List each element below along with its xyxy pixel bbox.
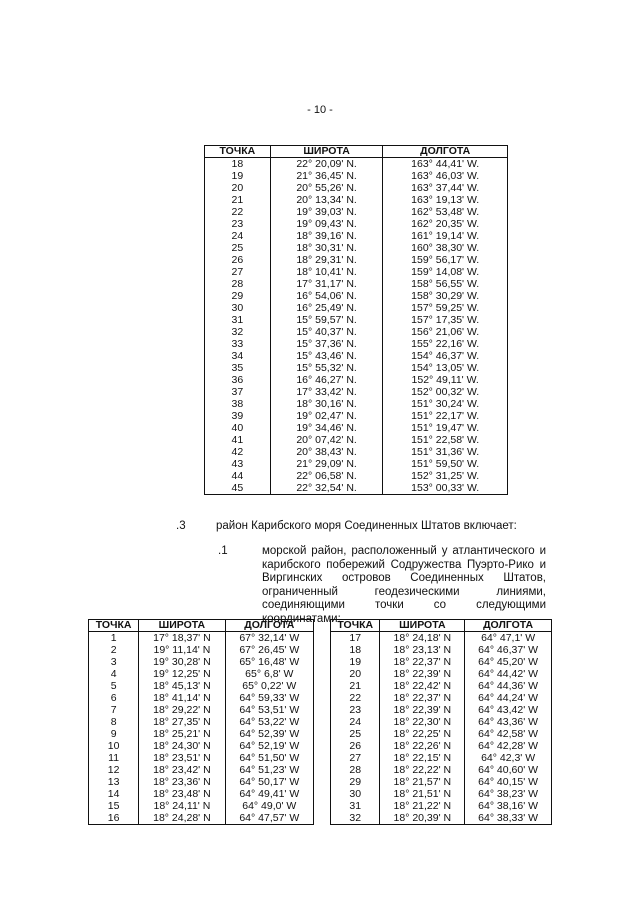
cell-point: 28 bbox=[331, 764, 380, 776]
cell-longitude: 64° 47,57' W bbox=[225, 812, 313, 825]
cell-point: 40 bbox=[205, 422, 271, 434]
cell-longitude: 163° 37,44' W. bbox=[383, 182, 508, 194]
cell-longitude: 151° 19,47' W. bbox=[383, 422, 508, 434]
cell-point: 29 bbox=[331, 776, 380, 788]
cell-longitude: 64° 53,51' W bbox=[225, 704, 313, 716]
cell-longitude: 159° 56,17' W. bbox=[383, 254, 508, 266]
cell-point: 30 bbox=[331, 788, 380, 800]
table-row bbox=[205, 230, 508, 242]
cell-latitude: 19° 09,43' N. bbox=[270, 218, 383, 230]
table-row bbox=[205, 242, 508, 254]
coordinates-table-right bbox=[330, 619, 552, 825]
cell-longitude: 156° 21,06' W. bbox=[383, 326, 508, 338]
table-row bbox=[331, 656, 552, 668]
cell-point: 13 bbox=[89, 776, 139, 788]
cell-point: 6 bbox=[89, 692, 139, 704]
cell-latitude: 18° 10,41' N. bbox=[270, 266, 383, 278]
cell-longitude: 151° 30,24' W. bbox=[383, 398, 508, 410]
table-row bbox=[205, 470, 508, 482]
cell-latitude: 18° 24,28' N bbox=[139, 812, 225, 825]
table-row bbox=[89, 716, 314, 728]
coordinates-table-main bbox=[204, 145, 508, 495]
cell-latitude: 18° 23,36' N bbox=[139, 776, 225, 788]
table-row bbox=[205, 158, 508, 171]
table-row bbox=[331, 644, 552, 656]
cell-longitude: 64° 52,19' W bbox=[225, 740, 313, 752]
cell-latitude: 18° 24,18' N bbox=[380, 632, 465, 645]
table-row bbox=[205, 170, 508, 182]
table-row bbox=[205, 338, 508, 350]
cell-longitude: 159° 14,08' W. bbox=[383, 266, 508, 278]
cell-point: 4 bbox=[89, 668, 139, 680]
cell-latitude: 15° 37,36' N. bbox=[270, 338, 383, 350]
cell-point: 17 bbox=[331, 632, 380, 645]
cell-point: 19 bbox=[205, 170, 271, 182]
cell-longitude: 157° 59,25' W. bbox=[383, 302, 508, 314]
table-row bbox=[331, 704, 552, 716]
cell-longitude: 67° 26,45' W bbox=[225, 644, 313, 656]
section-text: район Карибского моря Соединенных Штатов включает: bbox=[216, 520, 517, 532]
cell-latitude: 18° 27,35' N bbox=[139, 716, 225, 728]
cell-latitude: 18° 45,13' N bbox=[139, 680, 225, 692]
cell-latitude: 15° 43,46' N. bbox=[270, 350, 383, 362]
cell-point: 2 bbox=[89, 644, 139, 656]
table-row bbox=[89, 692, 314, 704]
table-row bbox=[89, 644, 314, 656]
cell-latitude: 21° 36,45' N. bbox=[270, 170, 383, 182]
cell-latitude: 18° 22,25' N bbox=[380, 728, 465, 740]
cell-latitude: 18° 41,14' N bbox=[139, 692, 225, 704]
cell-point: 36 bbox=[205, 374, 271, 386]
cell-point: 27 bbox=[205, 266, 271, 278]
cell-longitude: 64° 42,58' W bbox=[465, 728, 552, 740]
table-row bbox=[205, 386, 508, 398]
table-row bbox=[89, 668, 314, 680]
cell-point: 18 bbox=[205, 158, 271, 171]
cell-longitude: 158° 56,55' W. bbox=[383, 278, 508, 290]
cell-longitude: 64° 47,1' W bbox=[465, 632, 552, 645]
cell-latitude: 18° 21,22' N bbox=[380, 800, 465, 812]
table-row bbox=[205, 398, 508, 410]
cell-point: 15 bbox=[89, 800, 139, 812]
cell-latitude: 18° 23,13' N bbox=[380, 644, 465, 656]
cell-latitude: 17° 33,42' N. bbox=[270, 386, 383, 398]
cell-point: 29 bbox=[205, 290, 271, 302]
cell-longitude: 152° 49,11' W. bbox=[383, 374, 508, 386]
cell-latitude: 18° 22,15' N bbox=[380, 752, 465, 764]
cell-longitude: 153° 00,33' W. bbox=[383, 482, 508, 495]
cell-longitude: 64° 44,24' W bbox=[465, 692, 552, 704]
table-row bbox=[331, 668, 552, 680]
table-row bbox=[89, 680, 314, 692]
table-row bbox=[331, 692, 552, 704]
cell-longitude: 163° 46,03' W. bbox=[383, 170, 508, 182]
cell-latitude: 15° 40,37' N. bbox=[270, 326, 383, 338]
cell-longitude: 151° 59,50' W. bbox=[383, 458, 508, 470]
cell-latitude: 20° 13,34' N. bbox=[270, 194, 383, 206]
cell-latitude: 18° 23,42' N bbox=[139, 764, 225, 776]
cell-longitude: 64° 46,37' W bbox=[465, 644, 552, 656]
header-latitude: ШИРОТА bbox=[139, 620, 225, 632]
cell-point: 23 bbox=[331, 704, 380, 716]
subsection-number: .1 bbox=[218, 545, 228, 557]
table-row bbox=[205, 446, 508, 458]
cell-longitude: 155° 22,16' W. bbox=[383, 338, 508, 350]
cell-longitude: 163° 44,41' W. bbox=[383, 158, 508, 171]
cell-longitude: 151° 31,36' W. bbox=[383, 446, 508, 458]
cell-latitude: 18° 29,22' N bbox=[139, 704, 225, 716]
table-row bbox=[331, 740, 552, 752]
table-row bbox=[205, 314, 508, 326]
cell-latitude: 20° 55,26' N. bbox=[270, 182, 383, 194]
cell-point: 26 bbox=[205, 254, 271, 266]
table-row bbox=[205, 374, 508, 386]
cell-longitude: 64° 51,50' W bbox=[225, 752, 313, 764]
table-row bbox=[331, 788, 552, 800]
cell-point: 27 bbox=[331, 752, 380, 764]
table-header-row bbox=[331, 620, 552, 632]
table-row bbox=[205, 266, 508, 278]
cell-point: 31 bbox=[331, 800, 380, 812]
cell-latitude: 15° 55,32' N. bbox=[270, 362, 383, 374]
cell-latitude: 18° 30,31' N. bbox=[270, 242, 383, 254]
cell-point: 9 bbox=[89, 728, 139, 740]
cell-point: 22 bbox=[331, 692, 380, 704]
cell-longitude: 64° 44,42' W bbox=[465, 668, 552, 680]
cell-point: 45 bbox=[205, 482, 271, 495]
cell-latitude: 20° 07,42' N. bbox=[270, 434, 383, 446]
table-row bbox=[89, 764, 314, 776]
cell-longitude: 64° 38,23' W bbox=[465, 788, 552, 800]
table-row bbox=[205, 302, 508, 314]
cell-longitude: 64° 43,42' W bbox=[465, 704, 552, 716]
cell-latitude: 22° 32,54' N. bbox=[270, 482, 383, 495]
cell-point: 8 bbox=[89, 716, 139, 728]
cell-longitude: 151° 22,17' W. bbox=[383, 410, 508, 422]
cell-point: 31 bbox=[205, 314, 271, 326]
table-row bbox=[89, 812, 314, 825]
table-row bbox=[205, 218, 508, 230]
table-row bbox=[205, 482, 508, 495]
cell-point: 21 bbox=[205, 194, 271, 206]
cell-latitude: 18° 22,22' N bbox=[380, 764, 465, 776]
cell-longitude: 64° 52,39' W bbox=[225, 728, 313, 740]
table-row bbox=[89, 656, 314, 668]
table-row bbox=[205, 290, 508, 302]
cell-longitude: 64° 42,28' W bbox=[465, 740, 552, 752]
cell-latitude: 21° 29,09' N. bbox=[270, 458, 383, 470]
cell-longitude: 64° 44,36' W bbox=[465, 680, 552, 692]
table-row bbox=[205, 422, 508, 434]
cell-longitude: 67° 32,14' W bbox=[225, 632, 313, 645]
cell-latitude: 19° 30,28' N bbox=[139, 656, 225, 668]
cell-latitude: 16° 46,27' N. bbox=[270, 374, 383, 386]
cell-point: 43 bbox=[205, 458, 271, 470]
cell-longitude: 65° 0,22' W bbox=[225, 680, 313, 692]
cell-latitude: 18° 25,21' N bbox=[139, 728, 225, 740]
cell-latitude: 18° 24,30' N bbox=[139, 740, 225, 752]
table-row bbox=[331, 776, 552, 788]
cell-latitude: 18° 23,48' N bbox=[139, 788, 225, 800]
cell-point: 20 bbox=[205, 182, 271, 194]
cell-point: 25 bbox=[331, 728, 380, 740]
table-row bbox=[331, 800, 552, 812]
header-point: ТОЧКА bbox=[89, 620, 139, 632]
table-row bbox=[89, 752, 314, 764]
cell-point: 24 bbox=[205, 230, 271, 242]
table-row bbox=[205, 206, 508, 218]
table-row bbox=[205, 362, 508, 374]
cell-longitude: 157° 17,35' W. bbox=[383, 314, 508, 326]
header-point: ТОЧКА bbox=[331, 620, 380, 632]
cell-point: 30 bbox=[205, 302, 271, 314]
cell-longitude: 64° 38,33' W bbox=[465, 812, 552, 825]
cell-latitude: 18° 22,42' N bbox=[380, 680, 465, 692]
cell-point: 20 bbox=[331, 668, 380, 680]
cell-latitude: 17° 18,37' N bbox=[139, 632, 225, 645]
cell-point: 38 bbox=[205, 398, 271, 410]
cell-point: 22 bbox=[205, 206, 271, 218]
cell-point: 1 bbox=[89, 632, 139, 645]
cell-longitude: 162° 53,48' W. bbox=[383, 206, 508, 218]
cell-point: 35 bbox=[205, 362, 271, 374]
cell-longitude: 154° 46,37' W. bbox=[383, 350, 508, 362]
cell-latitude: 22° 06,58' N. bbox=[270, 470, 383, 482]
cell-longitude: 152° 31,25' W. bbox=[383, 470, 508, 482]
table-row bbox=[89, 800, 314, 812]
cell-longitude: 64° 53,22' W bbox=[225, 716, 313, 728]
cell-latitude: 18° 39,16' N. bbox=[270, 230, 383, 242]
cell-longitude: 64° 49,0' W bbox=[225, 800, 313, 812]
cell-latitude: 19° 11,14' N bbox=[139, 644, 225, 656]
table-row bbox=[331, 812, 552, 825]
table-row bbox=[331, 752, 552, 764]
cell-latitude: 18° 22,39' N bbox=[380, 704, 465, 716]
cell-latitude: 18° 22,30' N bbox=[380, 716, 465, 728]
cell-latitude: 18° 22,39' N bbox=[380, 668, 465, 680]
cell-point: 25 bbox=[205, 242, 271, 254]
cell-latitude: 19° 39,03' N. bbox=[270, 206, 383, 218]
table-row bbox=[205, 182, 508, 194]
cell-longitude: 154° 13,05' W. bbox=[383, 362, 508, 374]
cell-point: 23 bbox=[205, 218, 271, 230]
cell-point: 5 bbox=[89, 680, 139, 692]
cell-longitude: 158° 30,29' W. bbox=[383, 290, 508, 302]
table-row bbox=[205, 458, 508, 470]
cell-latitude: 18° 22,26' N bbox=[380, 740, 465, 752]
cell-point: 14 bbox=[89, 788, 139, 800]
cell-point: 7 bbox=[89, 704, 139, 716]
cell-longitude: 161° 19,14' W. bbox=[383, 230, 508, 242]
cell-latitude: 16° 25,49' N. bbox=[270, 302, 383, 314]
table-row bbox=[331, 680, 552, 692]
table-row bbox=[89, 728, 314, 740]
cell-point: 39 bbox=[205, 410, 271, 422]
cell-point: 21 bbox=[331, 680, 380, 692]
coordinates-table-left bbox=[88, 619, 314, 825]
cell-longitude: 64° 45,20' W bbox=[465, 656, 552, 668]
cell-point: 11 bbox=[89, 752, 139, 764]
cell-point: 3 bbox=[89, 656, 139, 668]
header-longitude: ДОЛГОТА bbox=[383, 146, 508, 158]
cell-longitude: 64° 49,41' W bbox=[225, 788, 313, 800]
table-row bbox=[205, 434, 508, 446]
table-row bbox=[205, 278, 508, 290]
cell-point: 10 bbox=[89, 740, 139, 752]
table-row bbox=[205, 410, 508, 422]
cell-longitude: 64° 50,17' W bbox=[225, 776, 313, 788]
cell-point: 41 bbox=[205, 434, 271, 446]
table-row bbox=[89, 632, 314, 645]
cell-longitude: 162° 20,35' W. bbox=[383, 218, 508, 230]
cell-longitude: 64° 42,3' W bbox=[465, 752, 552, 764]
cell-latitude: 22° 20,09' N. bbox=[270, 158, 383, 171]
cell-latitude: 17° 31,17' N. bbox=[270, 278, 383, 290]
table-row bbox=[89, 740, 314, 752]
cell-latitude: 18° 23,51' N bbox=[139, 752, 225, 764]
cell-latitude: 20° 38,43' N. bbox=[270, 446, 383, 458]
table-row bbox=[89, 788, 314, 800]
cell-latitude: 18° 21,51' N bbox=[380, 788, 465, 800]
cell-point: 32 bbox=[331, 812, 380, 825]
cell-longitude: 64° 43,36' W bbox=[465, 716, 552, 728]
cell-longitude: 64° 51,23' W bbox=[225, 764, 313, 776]
table-row bbox=[205, 254, 508, 266]
table-row bbox=[205, 350, 508, 362]
cell-longitude: 65° 6,8' W bbox=[225, 668, 313, 680]
cell-latitude: 18° 21,57' N bbox=[380, 776, 465, 788]
cell-longitude: 64° 40,15' W bbox=[465, 776, 552, 788]
cell-point: 42 bbox=[205, 446, 271, 458]
cell-latitude: 16° 54,06' N. bbox=[270, 290, 383, 302]
page-number: - 10 - bbox=[307, 104, 333, 116]
cell-point: 32 bbox=[205, 326, 271, 338]
cell-latitude: 18° 29,31' N. bbox=[270, 254, 383, 266]
cell-point: 33 bbox=[205, 338, 271, 350]
table-row bbox=[331, 632, 552, 645]
cell-point: 37 bbox=[205, 386, 271, 398]
cell-point: 44 bbox=[205, 470, 271, 482]
cell-latitude: 15° 59,57' N. bbox=[270, 314, 383, 326]
cell-latitude: 19° 34,46' N. bbox=[270, 422, 383, 434]
cell-longitude: 152° 00,32' W. bbox=[383, 386, 508, 398]
table-row bbox=[89, 776, 314, 788]
subsection-text: морской район, расположенный у атлантического и карибского побережий Содружества Пуэрто-Рико и Виргинских островов Соединенных Штатов, ограниченный геодезическими линиями, соединяющими точки со следующими координатами: bbox=[262, 545, 546, 625]
table-header-row bbox=[89, 620, 314, 632]
table-row bbox=[331, 764, 552, 776]
cell-latitude: 18° 20,39' N bbox=[380, 812, 465, 825]
cell-longitude: 64° 40,60' W bbox=[465, 764, 552, 776]
table-row bbox=[331, 716, 552, 728]
cell-point: 16 bbox=[89, 812, 139, 825]
cell-point: 19 bbox=[331, 656, 380, 668]
table-header-row bbox=[205, 146, 508, 158]
cell-latitude: 19° 02,47' N. bbox=[270, 410, 383, 422]
cell-longitude: 163° 19,13' W. bbox=[383, 194, 508, 206]
cell-point: 34 bbox=[205, 350, 271, 362]
header-longitude: ДОЛГОТА bbox=[225, 620, 313, 632]
table-row bbox=[331, 728, 552, 740]
cell-longitude: 64° 38,16' W bbox=[465, 800, 552, 812]
header-latitude: ШИРОТА bbox=[270, 146, 383, 158]
table-row bbox=[205, 326, 508, 338]
cell-latitude: 18° 22,37' N bbox=[380, 692, 465, 704]
cell-longitude: 160° 38,30' W. bbox=[383, 242, 508, 254]
cell-longitude: 151° 22,58' W. bbox=[383, 434, 508, 446]
cell-latitude: 18° 24,11' N bbox=[139, 800, 225, 812]
table-row bbox=[89, 704, 314, 716]
cell-point: 28 bbox=[205, 278, 271, 290]
cell-longitude: 64° 59,33' W bbox=[225, 692, 313, 704]
cell-point: 24 bbox=[331, 716, 380, 728]
cell-latitude: 18° 30,16' N. bbox=[270, 398, 383, 410]
header-latitude: ШИРОТА bbox=[380, 620, 465, 632]
cell-latitude: 19° 12,25' N bbox=[139, 668, 225, 680]
header-longitude: ДОЛГОТА bbox=[465, 620, 552, 632]
table-row bbox=[205, 194, 508, 206]
cell-point: 12 bbox=[89, 764, 139, 776]
section-number: .3 bbox=[176, 520, 186, 532]
cell-longitude: 65° 16,48' W bbox=[225, 656, 313, 668]
cell-point: 26 bbox=[331, 740, 380, 752]
cell-point: 18 bbox=[331, 644, 380, 656]
header-point: ТОЧКА bbox=[205, 146, 271, 158]
cell-latitude: 18° 22,37' N bbox=[380, 656, 465, 668]
